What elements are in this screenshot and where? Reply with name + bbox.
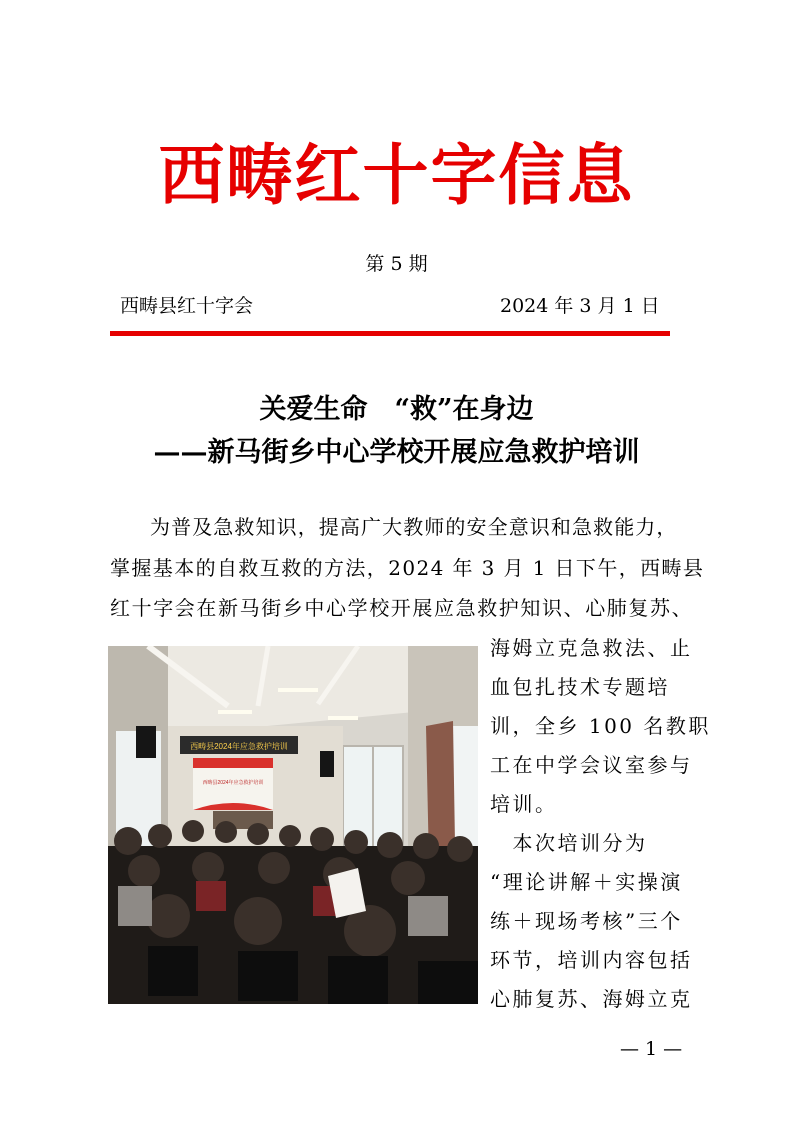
body-line: 练＋现场考核”三个: [490, 909, 683, 933]
issue-number: 第 5 期: [365, 253, 428, 275]
body-line: 培训。: [490, 792, 558, 816]
body-line: “理论讲解＋实操演: [490, 870, 683, 894]
masthead-title: 西畴红十字信息: [158, 136, 635, 214]
page-number: — 1 —: [620, 1038, 683, 1060]
body-line: 掌握基本的自救互救的方法，2024 年 3 月 1 日下午，西畴县: [110, 556, 705, 580]
article-title: 关爱生命 “救”在身边: [259, 394, 534, 425]
article-subtitle: ——新马街乡中心学校开展应急救护培训: [153, 437, 640, 468]
body-line: 工在中学会议室参与: [490, 753, 693, 777]
screen-text: 西畴县2024年应急救护培训: [202, 780, 264, 786]
publisher-name: 西畴县红十字会: [120, 295, 254, 317]
body-line: 红十字会在新马街乡中心学校开展应急救护知识、心肺复苏、: [110, 596, 694, 620]
training-photo: [108, 646, 478, 1004]
body-line: 血包扎技术专题培: [490, 675, 670, 699]
banner-text: 西畴县2024年应急救护培训: [190, 742, 288, 751]
body-line: 本次培训分为: [490, 831, 648, 855]
publish-date: 2024 年 3 月 1 日: [500, 295, 660, 317]
body-line: 环节，培训内容包括: [490, 948, 693, 972]
body-line: 心肺复苏、海姆立克: [490, 987, 693, 1011]
body-line: 海姆立克急救法、止: [490, 636, 693, 660]
body-line: 训，全乡 100 名教职: [490, 714, 711, 738]
red-divider: [110, 331, 670, 336]
body-line: 为普及急救知识，提高广大教师的安全意识和急救能力，: [150, 515, 678, 539]
